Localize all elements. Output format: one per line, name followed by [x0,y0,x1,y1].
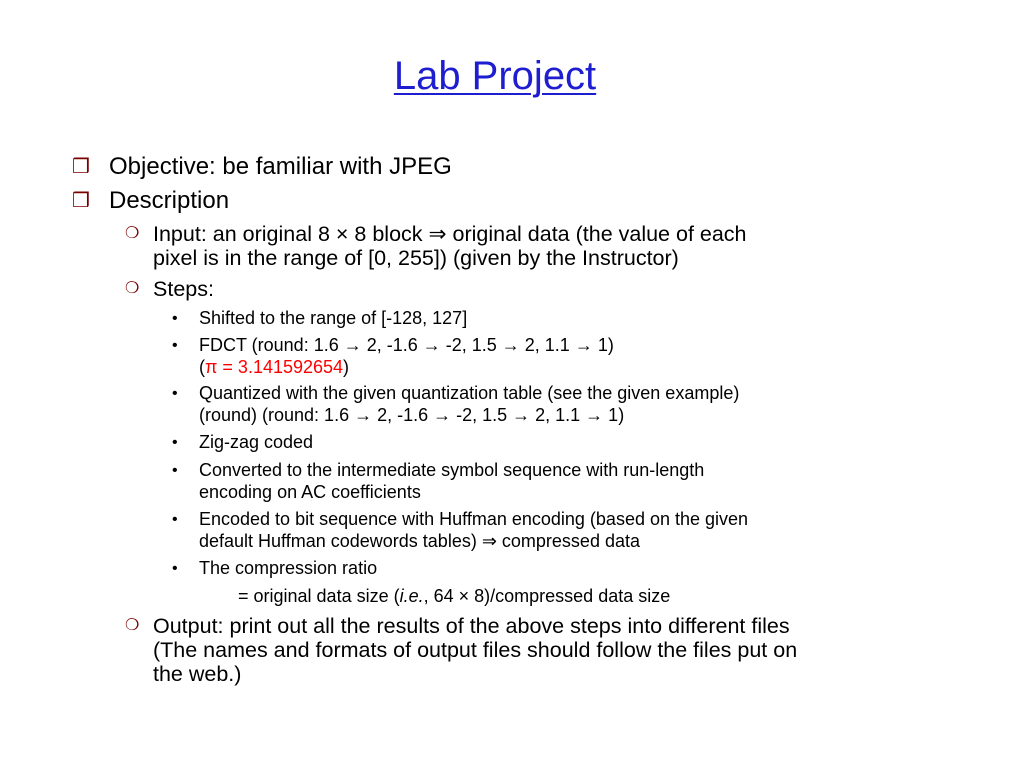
circle-bullet-icon: ❍ [125,617,140,634]
output-line-1: Output: print out all the results of the above steps into different files [153,614,790,638]
steps-label: Steps: [153,277,214,301]
dot-bullet-icon: • [172,385,178,402]
step-fdct-line-2: (π = 3.141592654) [199,357,350,377]
step-shift: Shifted to the range of [-128, 127] [199,308,468,328]
input-line-2: pixel is in the range of [0, 255]) (given by the Instructor) [153,246,679,270]
step-convert-line-2: encoding on AC coefficients [199,482,421,502]
objective-text: Objective: be familiar with JPEG [109,153,452,180]
step-encode-line-1: Encoded to bit sequence with Huffman encoding (based on the given [199,509,749,529]
output-line-2: (The names and formats of output files should follow the files put on [153,638,798,662]
circle-bullet-icon: ❍ [125,280,140,297]
ratio-equation: = original data size (i.e., 64 × 8)/compressed data size [238,586,671,606]
step-ratio: The compression ratio [199,558,378,578]
dot-bullet-icon: • [172,511,178,528]
output-line-3: the web.) [153,662,242,686]
dot-bullet-icon: • [172,310,178,327]
pi-value: π = 3.141592654 [205,357,344,377]
square-bullet-icon: ❒ [72,190,90,212]
square-bullet-icon: ❒ [72,156,90,178]
step-quant-line-2: (round) (round: 1.6 → 2, -1.6 → -2, 1.5 → 2, 1.1 → 1) [199,405,625,425]
step-encode-line-2: default Huffman codewords tables) ⇒ compressed data [199,531,640,551]
step-convert-line-1: Converted to the intermediate symbol sequence with run-length [199,460,705,480]
dot-bullet-icon: • [172,337,178,354]
step-fdct-line-1: FDCT (round: 1.6 → 2, -1.6 → -2, 1.5 → 2, 1.1 → 1) [199,335,614,355]
dot-bullet-icon: • [172,462,178,479]
input-line-1: Input: an original 8 × 8 block ⇒ original data (the value of each [153,222,747,246]
circle-bullet-icon: ❍ [125,225,140,242]
step-quant-line-1: Quantized with the given quantization table (see the given example) [199,383,740,403]
step-zigzag: Zig-zag coded [199,432,314,452]
slide-title: Lab Project [393,54,597,98]
dot-bullet-icon: • [172,434,178,451]
description-text: Description [109,187,230,214]
dot-bullet-icon: • [172,560,178,577]
